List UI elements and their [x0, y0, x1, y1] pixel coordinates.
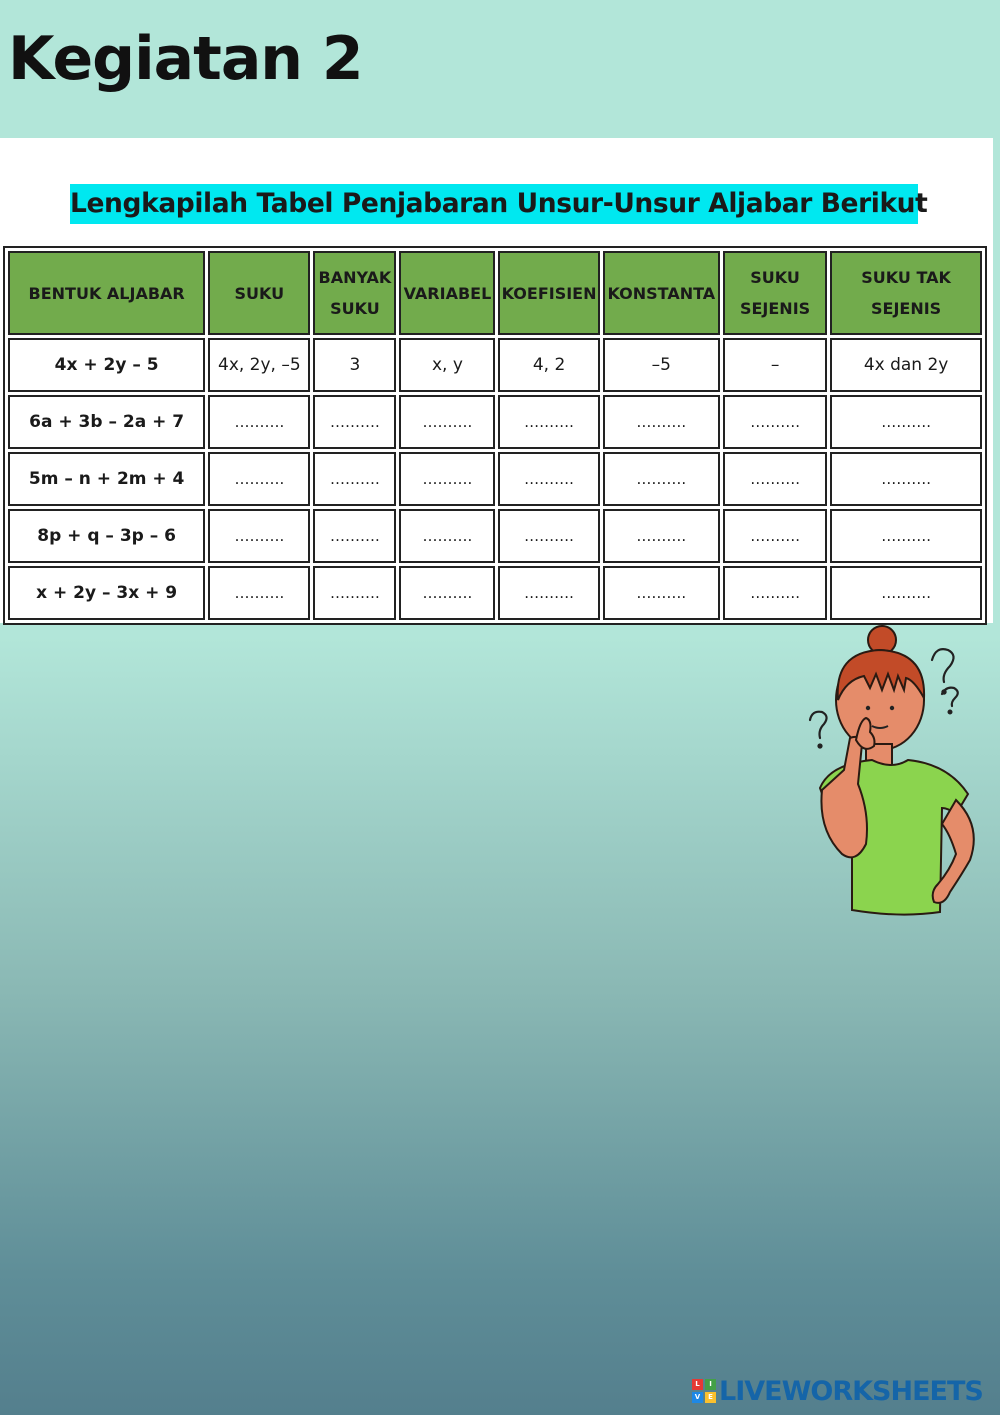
answer-blank[interactable]: ………. [603, 509, 720, 563]
table-row [8, 395, 982, 449]
column-header [498, 251, 599, 335]
answer-blank[interactable]: ………. [830, 395, 982, 449]
logo-letter: L [692, 1379, 703, 1390]
answer-blank[interactable]: ………. [208, 395, 310, 449]
answer-blank[interactable]: ………. [603, 395, 720, 449]
worksheet-image [0, 138, 993, 623]
table-row [8, 509, 982, 563]
liveworksheets-brand[interactable] [692, 1374, 983, 1408]
column-header [8, 251, 205, 335]
column-header-line1: SUKU [750, 268, 800, 287]
answer-blank[interactable]: ………. [208, 509, 310, 563]
page-title: Kegiatan 2 [8, 24, 363, 94]
column-header-line2: SEJENIS [739, 299, 811, 318]
algebra-table [3, 246, 987, 625]
column-header [723, 251, 827, 335]
expression-cell: 4x + 2y – 5 [8, 338, 205, 392]
answer-blank[interactable]: ………. [723, 395, 827, 449]
table-header-row [8, 251, 982, 335]
brand-name: LIVEWORKSHEETS [719, 1375, 983, 1407]
liveworksheets-logo-icon [692, 1379, 716, 1403]
column-header-line2: SUKU [330, 299, 380, 318]
answer-blank[interactable]: ………. [313, 566, 396, 620]
answer-blank[interactable]: ………. [208, 452, 310, 506]
logo-letter: I [705, 1379, 716, 1390]
expression-cell: 6a + 3b – 2a + 7 [8, 395, 205, 449]
column-header-line1: KONSTANTA [607, 283, 716, 303]
logo-letter: E [705, 1392, 716, 1403]
table-cell: 4x, 2y, –5 [208, 338, 310, 392]
answer-blank[interactable]: ………. [399, 566, 495, 620]
answer-blank[interactable]: ………. [313, 395, 396, 449]
column-header [208, 251, 310, 335]
answer-blank[interactable]: ………. [313, 452, 396, 506]
table-cell: –5 [603, 338, 720, 392]
expression-cell: 5m – n + 2m + 4 [8, 452, 205, 506]
answer-blank[interactable]: ………. [498, 452, 599, 506]
answer-blank[interactable]: ………. [399, 452, 495, 506]
column-header-line1: SUKU TAK [861, 268, 951, 287]
table-cell: 4, 2 [498, 338, 599, 392]
table-row [8, 566, 982, 620]
table-row [8, 338, 982, 392]
column-header-line1: BANYAK [318, 268, 392, 287]
column-header-line1: KOEFISIEN [501, 283, 597, 303]
answer-blank[interactable]: ………. [208, 566, 310, 620]
answer-blank[interactable]: ………. [603, 452, 720, 506]
answer-blank[interactable]: ………. [723, 566, 827, 620]
answer-blank[interactable]: ………. [399, 509, 495, 563]
answer-blank[interactable]: ………. [830, 452, 982, 506]
answer-blank[interactable]: ………. [830, 566, 982, 620]
table-cell: 3 [313, 338, 396, 392]
column-header [830, 251, 982, 335]
table-cell: – [723, 338, 827, 392]
column-header-line1: SUKU [234, 283, 285, 303]
answer-blank[interactable]: ………. [603, 566, 720, 620]
column-header [399, 251, 495, 335]
answer-blank[interactable]: ………. [723, 452, 827, 506]
column-header-line1: BENTUK ALJABAR [28, 283, 185, 303]
thinking-woman-icon [800, 620, 1000, 940]
logo-letter: V [692, 1392, 703, 1403]
table-cell: 4x dan 2y [830, 338, 982, 392]
column-header-line1: VARIABEL [403, 283, 492, 303]
table-cell: x, y [399, 338, 495, 392]
answer-blank[interactable]: ………. [498, 509, 599, 563]
column-header-line2: SEJENIS [870, 299, 942, 318]
answer-blank[interactable]: ………. [313, 509, 396, 563]
answer-blank[interactable]: ………. [399, 395, 495, 449]
expression-cell: x + 2y – 3x + 9 [8, 566, 205, 620]
answer-blank[interactable]: ………. [498, 566, 599, 620]
worksheet-heading: Lengkapilah Tabel Penjabaran Unsur-Unsur Aljabar Berikut [70, 184, 918, 224]
expression-cell: 8p + q – 3p – 6 [8, 509, 205, 563]
answer-blank[interactable]: ………. [830, 509, 982, 563]
column-header [603, 251, 720, 335]
table-row [8, 452, 982, 506]
answer-blank[interactable]: ………. [723, 509, 827, 563]
answer-blank[interactable]: ………. [498, 395, 599, 449]
column-header [313, 251, 396, 335]
